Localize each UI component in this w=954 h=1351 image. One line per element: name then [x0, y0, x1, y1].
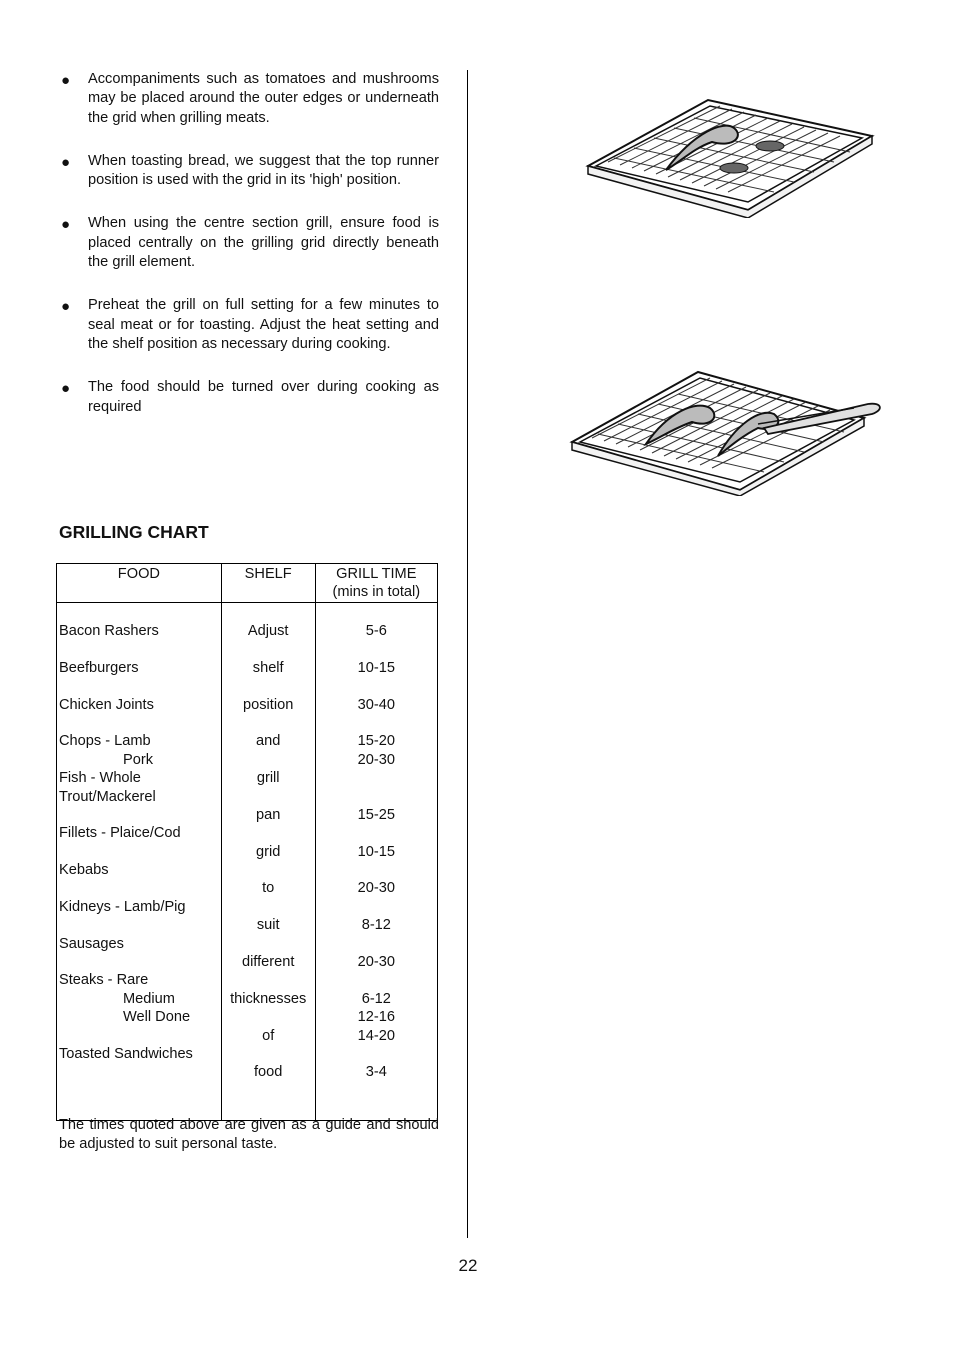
tip-item	[58, 378, 439, 417]
shelf-cell	[222, 824, 315, 842]
food-cell: Bacon Rashers	[59, 623, 159, 639]
grill-time-cell: 20-30	[357, 880, 395, 897]
food-cell	[57, 1027, 221, 1045]
grill-time-cell	[316, 861, 437, 879]
food-cell	[57, 916, 221, 934]
food-cell	[57, 640, 221, 658]
header-grill-time	[315, 564, 437, 603]
shelf-cell	[222, 935, 315, 953]
shelf-cell	[222, 714, 315, 732]
shelf-column	[221, 603, 315, 1121]
food-cell: Chops - Lamb	[59, 733, 151, 750]
grill-time-cell: 12-16	[357, 1009, 395, 1026]
food-column	[57, 603, 222, 1121]
food-cell: Pork	[123, 751, 154, 768]
food-cell: Kebabs	[59, 862, 109, 879]
grill-time-cell	[316, 788, 437, 806]
shelf-cell: to	[262, 880, 275, 897]
food-cell: Trout/Mackerel	[59, 788, 156, 805]
grill-time-cell	[316, 824, 437, 842]
grill-time-cell: 15-25	[357, 806, 395, 823]
grill-time-cell: 6-12	[361, 990, 391, 1007]
food-cell	[57, 953, 221, 971]
food-cell	[57, 879, 221, 897]
shelf-cell	[222, 677, 315, 695]
shelf-cell: pan	[256, 806, 281, 823]
grill-time-cell	[316, 935, 437, 953]
tip-text: When using the centre section grill, ensure food is placed centrally on the grilling grid directly beneath the grill element.	[88, 215, 439, 271]
food-cell: Chicken Joints	[59, 696, 154, 713]
tip-item	[58, 152, 439, 191]
shelf-cell	[222, 751, 315, 769]
grill-time-cell	[316, 640, 437, 658]
tip-text: Accompaniments such as tomatoes and mushrooms may be placed around the outer edges or underneath the grid when grilling meats.	[88, 71, 439, 126]
food-cell: Sausages	[59, 935, 124, 952]
footnote: The times quoted above are given as a guide and should be adjusted to suit personal taste.	[59, 1117, 439, 1153]
grill-time-cell	[316, 898, 437, 916]
grill-time-cell: 20-30	[357, 954, 395, 971]
tip-text: When toasting bread, we suggest that the top runner position is used with the grid in its 'high' position.	[88, 152, 439, 189]
grill-time-cell: 10-15	[357, 659, 395, 676]
tip-text: The food should be turned over during cooking as required	[88, 379, 439, 415]
grill-pan-with-tongs-illustration	[568, 368, 886, 496]
shelf-cell: food	[253, 1064, 283, 1081]
shelf-cell: shelf	[252, 659, 284, 676]
grill-time-cell: 10-15	[357, 843, 395, 860]
food-cell: Beefburgers	[59, 659, 139, 676]
table-row	[57, 603, 438, 1121]
bullet-icon: ●	[61, 216, 71, 234]
grill-time-cell	[316, 971, 437, 989]
shelf-cell: grill	[256, 770, 280, 787]
shelf-cell	[222, 898, 315, 916]
shelf-cell: Adjust	[247, 623, 289, 639]
food-cell	[57, 677, 221, 695]
shelf-cell	[222, 971, 315, 989]
grill-time-cell	[316, 769, 437, 787]
grill-time-cell: 20-30	[357, 751, 395, 768]
shelf-cell: of	[262, 1027, 275, 1044]
grill-time-cell	[316, 714, 437, 732]
bullet-icon: ●	[61, 72, 71, 89]
shelf-cell: suit	[256, 917, 280, 934]
shelf-cell: grid	[256, 843, 281, 860]
food-cell: Fillets - Plaice/Cod	[59, 825, 181, 842]
tip-item	[58, 70, 439, 128]
shelf-cell	[222, 640, 315, 658]
header-shelf: SHELF	[221, 564, 315, 603]
shelf-cell: thicknesses	[230, 990, 307, 1007]
header-time-line1: GRILL TIME	[336, 566, 417, 582]
table-header-row	[57, 564, 438, 603]
tip-item	[58, 296, 439, 354]
food-cell: Medium	[123, 990, 175, 1007]
grill-time-cell: 15-20	[357, 733, 395, 750]
bullet-icon: ●	[61, 153, 71, 171]
chart-heading: GRILLING CHART	[59, 522, 209, 542]
grill-time-cell: 30-40	[357, 696, 395, 713]
food-cell	[57, 806, 221, 824]
food-cell	[57, 714, 221, 732]
column-divider	[467, 70, 468, 1238]
shelf-cell: different	[241, 954, 295, 971]
grill-time-cell: 5-6	[365, 623, 387, 639]
grill-pan-with-meat-illustration	[584, 92, 876, 218]
grill-time-cell: 8-12	[361, 917, 391, 934]
header-food: FOOD	[57, 564, 222, 603]
shelf-cell	[222, 788, 315, 806]
grill-time-cell: 3-4	[365, 1064, 387, 1081]
food-cell: Toasted Sandwiches	[59, 1045, 193, 1062]
food-cell	[57, 843, 221, 861]
grill-time-cell	[316, 1045, 437, 1063]
tip-item	[58, 214, 439, 272]
food-cell: Well Done	[123, 1009, 191, 1026]
food-cell: Kidneys - Lamb/Pig	[59, 898, 186, 915]
header-time-line2: (mins in total)	[332, 584, 421, 600]
food-cell: Fish - Whole	[59, 770, 141, 787]
bullet-icon: ●	[61, 298, 71, 316]
tip-text: Preheat the grill on full setting for a few minutes to seal meat or for toasting. Adjust the heat setting and the shelf position as necessary during cooking.	[88, 297, 439, 352]
bullet-icon: ●	[61, 380, 71, 398]
time-column	[315, 603, 437, 1121]
food-cell: Steaks - Rare	[59, 972, 149, 989]
shelf-cell	[222, 1008, 315, 1026]
page-number: 22	[458, 1256, 478, 1275]
grill-time-cell	[316, 677, 437, 695]
shelf-cell: and	[256, 733, 281, 750]
shelf-cell	[222, 1045, 315, 1063]
grilling-chart-table	[56, 563, 438, 1121]
grill-time-cell: 14-20	[357, 1027, 395, 1044]
shelf-cell: position	[243, 696, 294, 713]
tips-list	[58, 70, 439, 441]
shelf-cell	[222, 861, 315, 879]
